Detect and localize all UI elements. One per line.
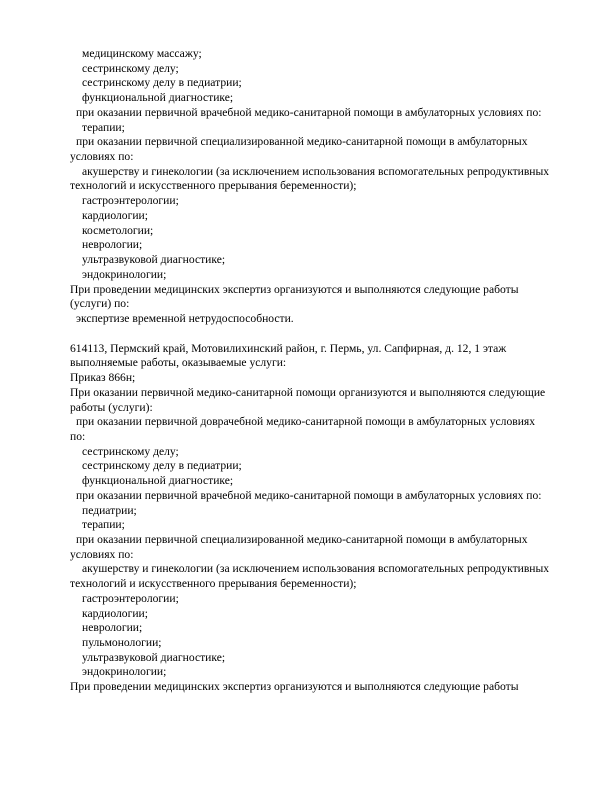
document-line: технологий и искусственного прерывания беременности); xyxy=(70,577,357,591)
document-line: При оказании первичной медико-санитарной помощи организуются и выполняются следующие xyxy=(70,385,546,399)
document-line: пульмонологии; xyxy=(82,636,162,650)
document-line: неврологии; xyxy=(82,621,143,635)
document-line: выполняемые работы, оказываемые услуги: xyxy=(70,356,287,370)
document-line: ультразвуковой диагностике; xyxy=(82,650,226,664)
document-line: гастроэнтерологии; xyxy=(82,194,179,208)
document-line: сестринскому делу; xyxy=(82,444,179,458)
document-line: при оказании первичной специализированной медико-санитарной помощи в амбулаторных xyxy=(76,135,528,149)
document-line: кардиологии; xyxy=(82,606,148,620)
document-line: экспертизе временной нетрудоспособности. xyxy=(76,311,294,325)
services-list-block-1 xyxy=(0,47,601,327)
document-line: работы (услуги): xyxy=(70,400,153,414)
document-line: сестринскому делу в педиатрии; xyxy=(82,459,242,473)
document-line: при оказании первичной специализированной медико-санитарной помощи в амбулаторных xyxy=(76,533,528,546)
services-list-block-2 xyxy=(0,342,601,695)
document-line: гастроэнтерологии; xyxy=(82,591,179,605)
document-line: функциональной диагностике; xyxy=(82,91,234,105)
document-line: терапии; xyxy=(82,518,125,532)
document-line: (услуги) по: xyxy=(70,297,130,311)
document-line: при оказании первичной доврачебной медико-санитарной помощи в амбулаторных условиях xyxy=(76,415,536,429)
document-line: условиях по: xyxy=(70,547,134,561)
paragraph-gap xyxy=(0,327,601,342)
document-line: акушерству и гинекологии (за исключением использования вспомогательных репродуктивных xyxy=(82,164,550,178)
document-line: сестринскому делу в педиатрии; xyxy=(82,76,242,90)
document-line: технологий и искусственного прерывания беременности); xyxy=(70,179,357,193)
document-line: эндокринологии; xyxy=(82,267,167,281)
document-line: неврологии; xyxy=(82,238,143,252)
document-line: кардиологии; xyxy=(82,208,148,222)
document-line: ультразвуковой диагностике; xyxy=(82,253,226,267)
document-line: функциональной диагностике; xyxy=(82,474,234,488)
document-line: педиатрии; xyxy=(82,503,137,517)
document-line: сестринскому делу; xyxy=(82,61,179,75)
document-line: по: xyxy=(70,429,86,443)
document-line: 614113, Пермский край, Мотовилихинский район, г. Пермь, ул. Сапфирная, д. 12, 1 этаж xyxy=(70,341,507,355)
document-line: эндокринологии; xyxy=(82,665,167,679)
document-line: условиях по: xyxy=(70,150,134,164)
document-line: акушерству и гинекологии (за исключением использования вспомогательных репродуктивных xyxy=(82,562,550,576)
document-page xyxy=(0,47,601,695)
document-line: При проведении медицинских экспертиз организуются и выполняются следующие работы xyxy=(70,282,519,296)
document-line: при оказании первичной врачебной медико-санитарной помощи в амбулаторных условиях по: xyxy=(76,488,542,502)
document-line: косметологии; xyxy=(82,223,154,237)
document-line: при оказании первичной врачебной медико-санитарной помощи в амбулаторных условиях по: xyxy=(76,105,542,119)
document-line: При проведении медицинских экспертиз организуются и выполняются следующие работы xyxy=(70,680,519,694)
document-line: медицинскому массажу; xyxy=(82,47,202,60)
document-line: терапии; xyxy=(82,120,125,134)
document-line: Приказ 866н; xyxy=(70,371,136,385)
